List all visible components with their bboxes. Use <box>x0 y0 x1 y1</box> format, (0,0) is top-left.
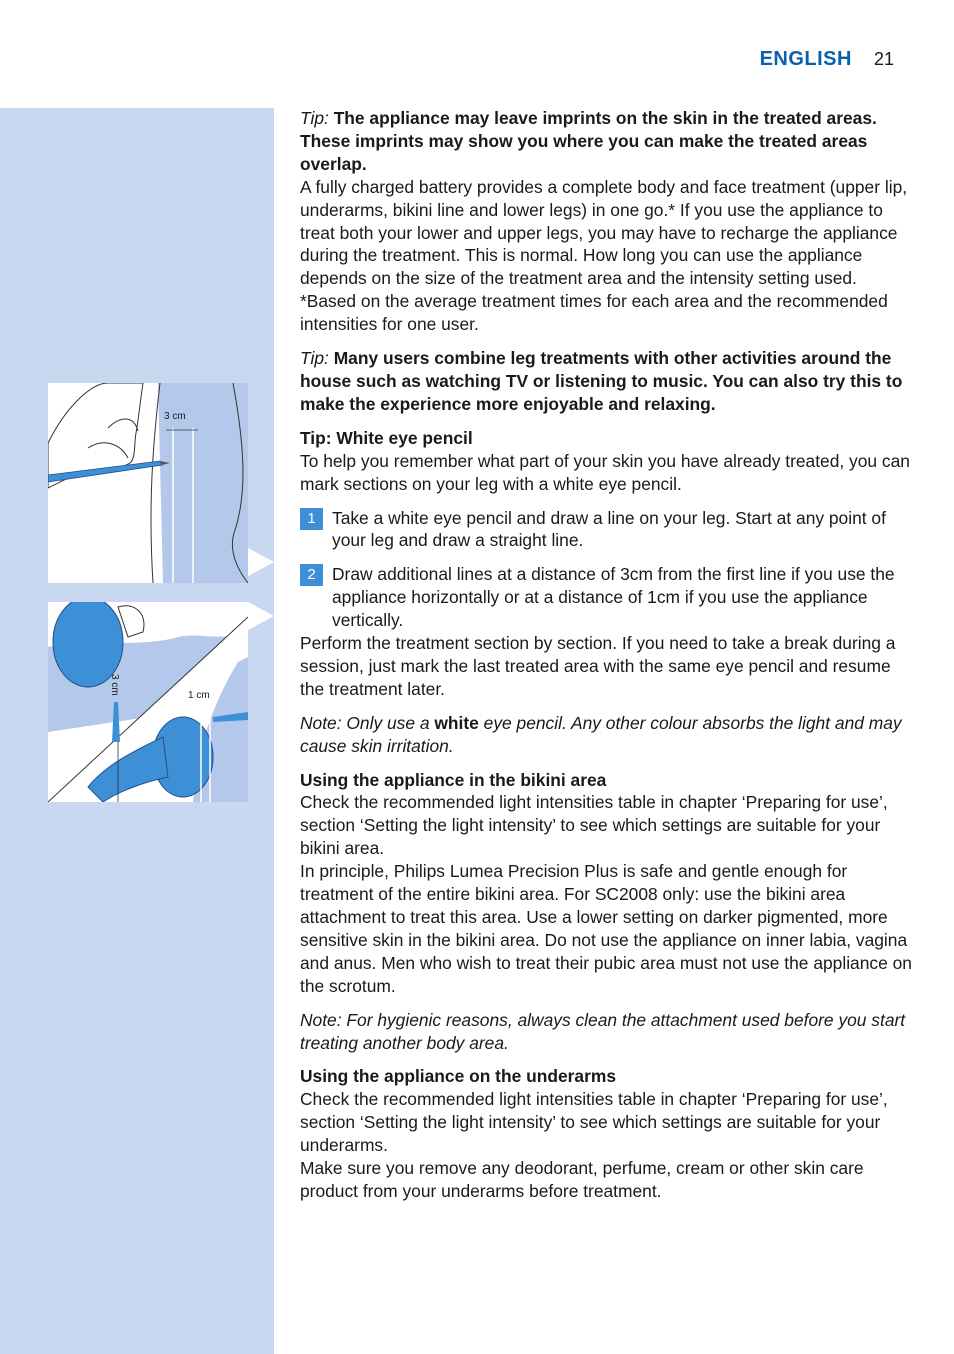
page-header <box>760 48 894 71</box>
measurement-label-3cm: 3 cm <box>164 411 186 422</box>
step-number-badge: 1 <box>300 508 323 530</box>
measurement-label-3cm-horizontal: 3 cm <box>109 674 120 696</box>
illustration-appliance-lines <box>48 602 248 802</box>
bikini-paragraph-2: In principle, Philips Lumea Precision Plus is safe and gentle enough for treatment of the entire bikini area. For SC2008 only: use the bikini area attachment to treat this area. Use a lower setting on darker pigmented, more sensitive skin in the bikini area. Do not use the appliance on inner labia, vagina and anus. Men who wish to treat their pubic area must not use the appliance on the scrotum. <box>300 861 912 996</box>
step-text: Draw additional lines at a distance of 3cm from the first line if you use the appliance horizontally or at a distance of 1cm if you use the appliance vertically. <box>332 564 895 631</box>
tip-imprints: Tip: The appliance may leave imprints on the skin in the treated areas. These imprints may show you where you can make the treated areas overlap. <box>300 108 877 174</box>
heading-underarms: Using the appliance on the underarms <box>300 1066 616 1087</box>
main-content <box>300 107 912 1203</box>
battery-paragraph: A fully charged battery provides a complete body and face treatment (upper lip, underarms, bikini line and lower legs) in one go.* If you use the appliance to treat both your lower and upper legs, you may have to recharge the appliance during the treatment. This is normal. How long you can use the appliance depends on the size of the treatment area and the intensity setting used. <box>300 176 908 289</box>
underarm-paragraph-1: Check the recommended light intensities table in chapter ‘Preparing for use’, section ‘Setting the light intensity’ to see which settings are suitable for your underarms. <box>300 1089 888 1156</box>
illustration-pencil-line <box>48 383 248 583</box>
heading-bikini-area: Using the appliance in the bikini area <box>300 769 607 790</box>
language-label: ENGLISH <box>759 48 852 70</box>
figure-pointers <box>248 540 276 630</box>
heading-white-eye-pencil: Tip: White eye pencil <box>300 427 473 448</box>
battery-footnote: *Based on the average treatment times for each area and the recommended intensities for one user. <box>300 291 888 335</box>
note-white-pencil: Note: Only use a white eye pencil. Any other colour absorbs the light and may cause skin irritation. <box>300 712 902 756</box>
step-number-badge: 2 <box>300 564 323 586</box>
pencil-intro: To help you remember what part of your skin you have already treated, you can mark sections on your leg with a white eye pencil. <box>300 450 910 494</box>
step-text: Take a white eye pencil and draw a line on your leg. Start at any point of your leg and draw a straight line. <box>332 507 886 551</box>
measurement-label-1cm: 1 cm <box>188 690 210 701</box>
bikini-paragraph-1: Check the recommended light intensities table in chapter ‘Preparing for use’, section ‘Setting the light intensity’ to see which settings are suitable for your bikini area. <box>300 792 888 859</box>
step-1 <box>300 507 912 553</box>
tip-combine-activities: Tip: Many users combine leg treatments with other activities around the house such as watching TV or listening to music. You can also try this to make the experience more enjoyable and relaxing. <box>300 348 903 414</box>
note-hygiene: Note: For hygienic reasons, always clean the attachment used before you start treating another body area. <box>300 1009 906 1053</box>
underarm-paragraph-2: Make sure you remove any deodorant, perfume, cream or other skin care product from your underarms before treatment. <box>300 1158 864 1201</box>
page-number: 21 <box>873 49 894 69</box>
perform-paragraph: Perform the treatment section by section. If you need to take a break during a session, just mark the last treated area with the same eye pencil and resume the treatment later. <box>300 633 896 699</box>
step-2 <box>300 563 912 632</box>
